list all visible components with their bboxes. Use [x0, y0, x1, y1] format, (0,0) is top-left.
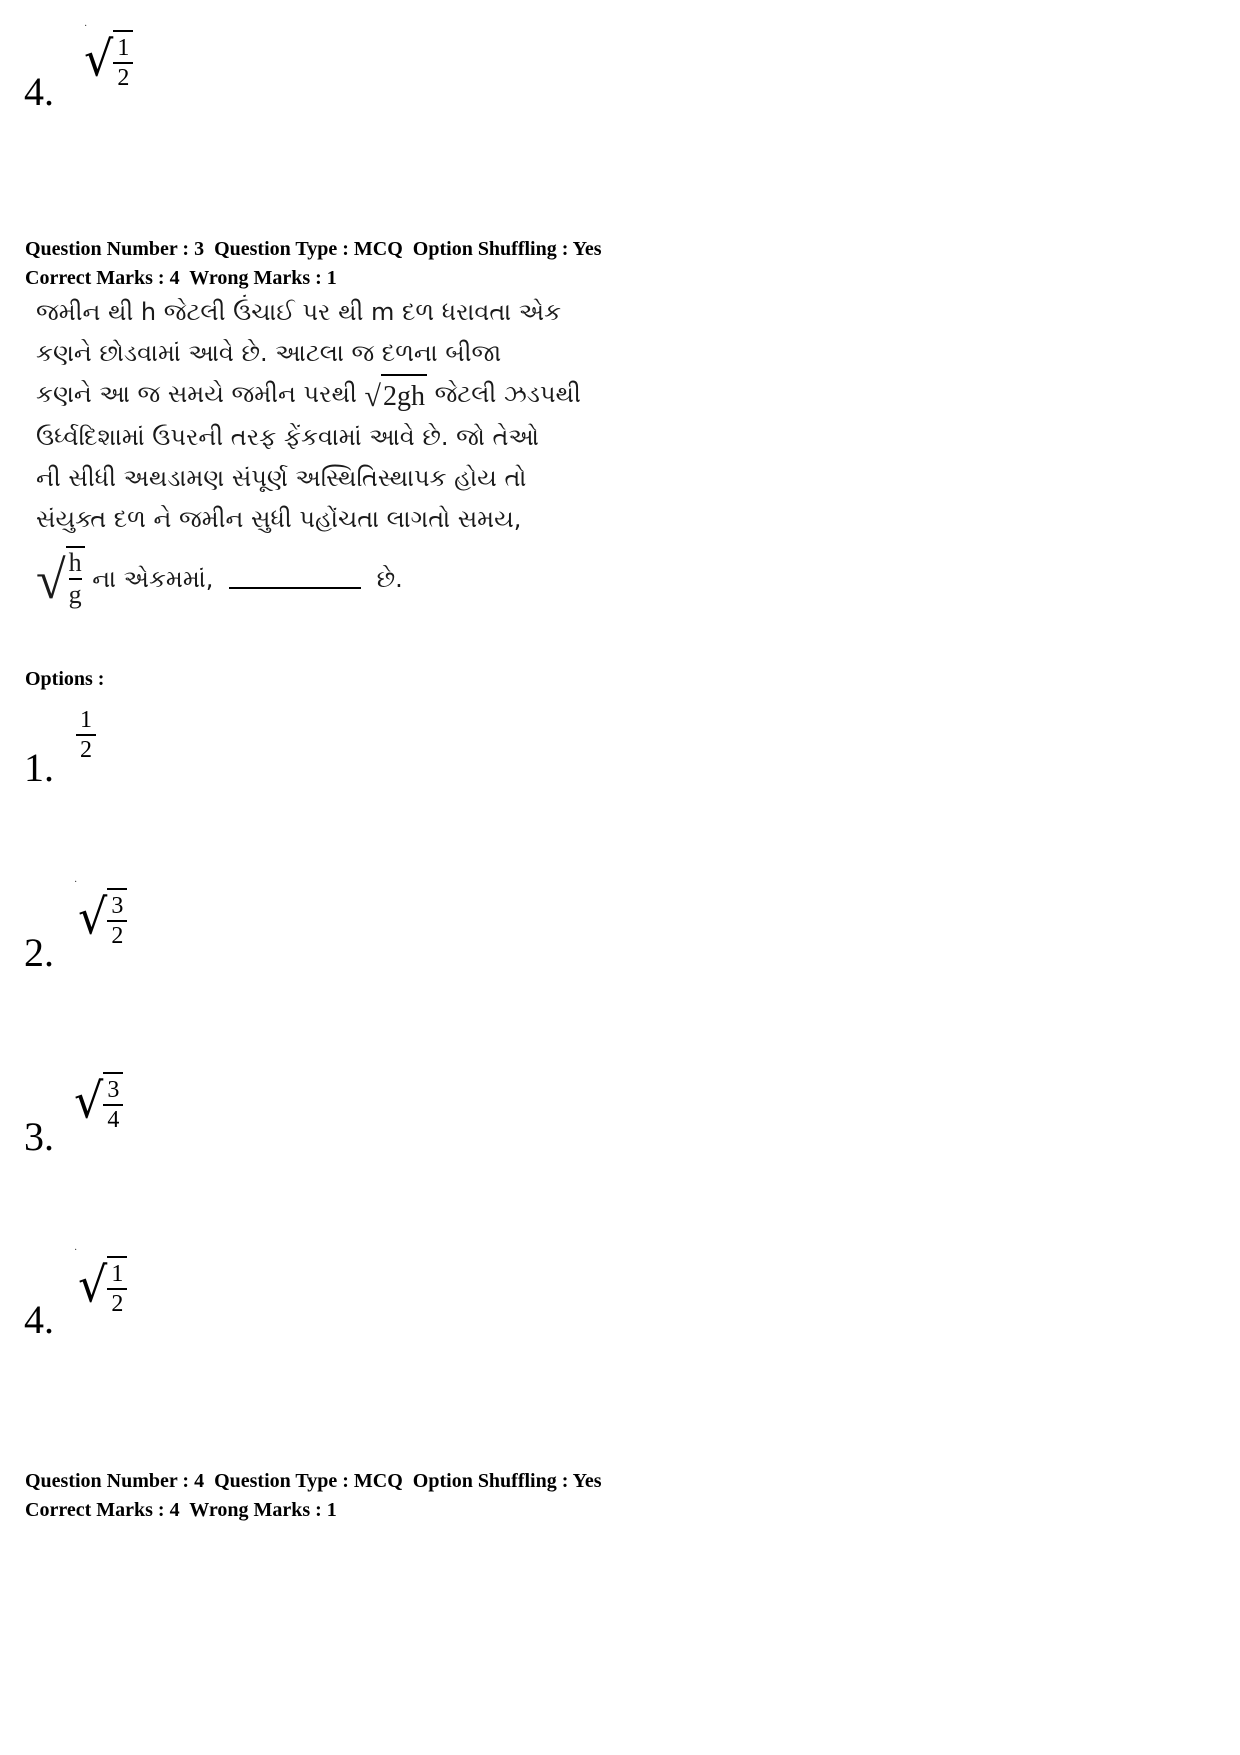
question-text-line: [36, 546, 556, 614]
option-3-value[interactable]: [74, 1072, 123, 1134]
question-text-fragment: જેટલી ઝડપથી: [434, 380, 581, 408]
option-1-number: 1.: [24, 745, 54, 790]
question-text-fragment: કણને આ જ સમયે જમીન પરથી: [36, 380, 357, 408]
radical-icon: √: [84, 30, 114, 88]
radical-icon: √: [78, 888, 108, 946]
option-2-value[interactable]: [78, 888, 127, 950]
option-2-number: 2.: [24, 930, 54, 975]
unit-denominator: g: [68, 580, 82, 609]
numerator: 1: [117, 35, 130, 61]
question-text-line: ની સીધી અથડામણ સંપૂર્ણ અસ્થિતિસ્થાપક હોય તો: [36, 464, 527, 492]
option-1-value[interactable]: [76, 706, 96, 764]
denominator: 2: [80, 737, 92, 763]
numerator: 1: [80, 707, 92, 733]
numerator: 3: [111, 893, 124, 919]
option-4-number: 4.: [24, 1297, 54, 1342]
time-unit-expression: [36, 546, 85, 614]
velocity-expression: [364, 374, 426, 417]
radical-icon: √: [36, 550, 66, 610]
options-label: Options :: [25, 668, 105, 690]
question-text-line: જમીન થી h જેટલી ઉંચાઈ પર થી m દળ ધરાવતા એક: [36, 298, 562, 326]
question-text-fragment: ના એકમમાં,: [92, 565, 214, 593]
question-4-header-line-2: Correct Marks : 4 Wrong Marks : 1: [25, 1499, 337, 1521]
question-3-header-line-1: Question Number : 3 Question Type : MCQ Option Shuffling : Yes: [25, 238, 602, 260]
denominator: 2: [111, 923, 124, 949]
question-3-text: [36, 292, 581, 614]
prev-option-4-value[interactable]: [84, 30, 133, 92]
radical-icon: √: [74, 1072, 104, 1130]
numerator: 3: [107, 1077, 120, 1103]
radical-icon: √: [78, 1256, 108, 1314]
question-text-line: સંયુક્ત દળ ને જમીન સુધી પહોંચતા લાગતો સમય,: [36, 505, 522, 533]
speck: ·: [74, 1245, 78, 1256]
question-4-header-line-1: Question Number : 4 Question Type : MCQ Option Shuffling : Yes: [25, 1470, 602, 1492]
question-text-fragment: છે.: [376, 565, 403, 593]
question-text-line: કણને છોડવામાં આવે છે. આટલા જ દળના બીજા: [36, 339, 502, 367]
speck: ·: [74, 877, 78, 888]
question-3-header-line-2: Correct Marks : 4 Wrong Marks : 1: [25, 267, 337, 289]
prev-option-4-number: 4.: [24, 69, 54, 114]
denominator: 4: [107, 1107, 120, 1133]
unit-numerator: h: [68, 548, 82, 577]
speck: ·: [84, 21, 88, 32]
numerator: 1: [111, 1261, 124, 1287]
denominator: 2: [117, 65, 130, 91]
radical-icon: √: [364, 380, 381, 413]
option-4-value[interactable]: [78, 1256, 127, 1318]
denominator: 2: [111, 1291, 124, 1317]
answer-blank: [229, 587, 361, 589]
velocity-radicand: 2gh: [381, 374, 427, 417]
question-text-line: ઉર્ધ્વદિશામાં ઉપરની તરફ ફેંકવામાં આવે છે. જો તેઓ: [36, 423, 539, 451]
option-3-number: 3.: [24, 1114, 54, 1159]
question-text-line: [36, 374, 581, 417]
